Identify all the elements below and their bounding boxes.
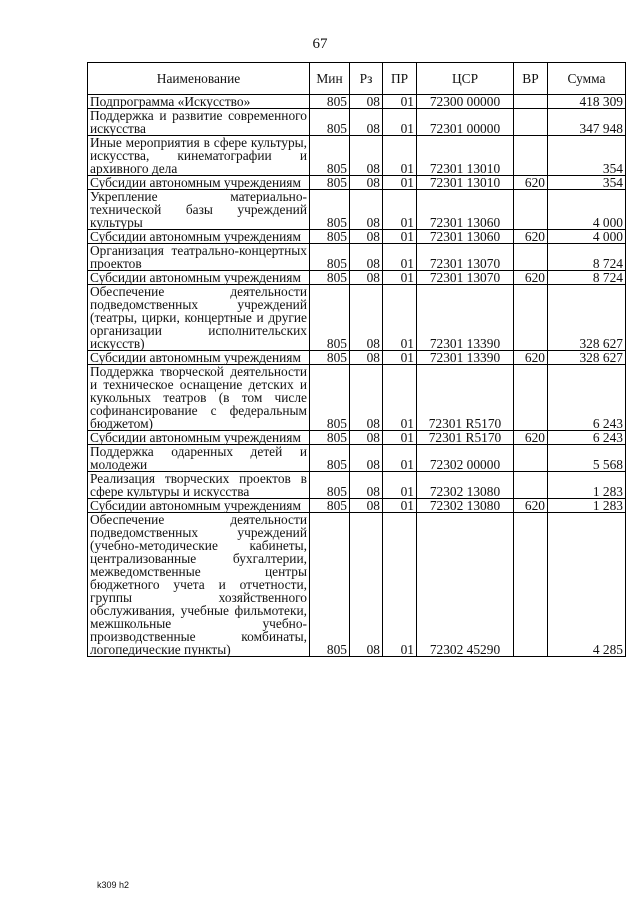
cell-rz: 08 [350, 499, 383, 513]
cell-name: Субсидии автономным учреждениям [88, 351, 310, 365]
cell-name: Обеспечение деятельности подведомственных учреждений (учебно-методические кабинеты, централизованные бухгалтерии, межведомственные центры бюджетного учета и отчетности, группы хозяйственного обслуживания, учебные фильмотеки, межшкольные учебно-производственные комбинаты, логопедические пункты) [88, 513, 310, 657]
table-row [88, 365, 626, 431]
cell-csr: 72302 45290 [417, 513, 514, 657]
cell-name: Субсидии автономным учреждениям [88, 230, 310, 244]
cell-sum: 354 [548, 176, 626, 190]
cell-min: 805 [310, 176, 350, 190]
table-row [88, 109, 626, 136]
cell-min: 805 [310, 136, 350, 176]
cell-name: Субсидии автономным учреждениям [88, 176, 310, 190]
cell-pr: 01 [383, 271, 417, 285]
cell-pr: 01 [383, 365, 417, 431]
cell-rz: 08 [350, 365, 383, 431]
cell-csr: 72301 13390 [417, 285, 514, 351]
cell-name: Субсидии автономным учреждениям [88, 431, 310, 445]
cell-min: 805 [310, 431, 350, 445]
cell-name: Подпрограмма «Искусство» [88, 95, 310, 109]
cell-name: Иные мероприятия в сфере культуры, искусства, кинематографии и архивного дела [88, 136, 310, 176]
cell-rz: 08 [350, 513, 383, 657]
cell-vr: 620 [514, 230, 548, 244]
header-min: Мин [310, 63, 350, 95]
cell-min: 805 [310, 95, 350, 109]
cell-pr: 01 [383, 351, 417, 365]
cell-sum: 6 243 [548, 365, 626, 431]
cell-min: 805 [310, 472, 350, 499]
table-header-row [88, 63, 626, 95]
cell-rz: 08 [350, 285, 383, 351]
table-row [88, 513, 626, 657]
cell-pr: 01 [383, 136, 417, 176]
cell-pr: 01 [383, 95, 417, 109]
table-row [88, 431, 626, 445]
cell-min: 805 [310, 351, 350, 365]
cell-sum: 4 000 [548, 230, 626, 244]
cell-rz: 08 [350, 190, 383, 230]
table-row [88, 136, 626, 176]
cell-min: 805 [310, 365, 350, 431]
cell-rz: 08 [350, 109, 383, 136]
cell-name: Реализация творческих проектов в сфере культуры и искусства [88, 472, 310, 499]
cell-pr: 01 [383, 431, 417, 445]
table-row [88, 351, 626, 365]
cell-csr: 72301 13010 [417, 176, 514, 190]
cell-sum: 347 948 [548, 109, 626, 136]
cell-vr [514, 190, 548, 230]
cell-name: Субсидии автономным учреждениям [88, 271, 310, 285]
cell-rz: 08 [350, 244, 383, 271]
header-name: Наименование [88, 63, 310, 95]
table-row [88, 190, 626, 230]
cell-vr [514, 244, 548, 271]
cell-min: 805 [310, 445, 350, 472]
table-row [88, 176, 626, 190]
cell-vr [514, 513, 548, 657]
cell-csr: 72301 13070 [417, 271, 514, 285]
budget-table [87, 62, 626, 657]
cell-csr: 72300 00000 [417, 95, 514, 109]
table-row [88, 271, 626, 285]
cell-pr: 01 [383, 176, 417, 190]
cell-sum: 5 568 [548, 445, 626, 472]
cell-vr [514, 472, 548, 499]
table-row [88, 472, 626, 499]
cell-min: 805 [310, 513, 350, 657]
cell-csr: 72301 13070 [417, 244, 514, 271]
cell-sum: 418 309 [548, 95, 626, 109]
cell-name: Поддержка творческой деятельности и техническое оснащение детских и кукольных театров (в том числе софинансирование с федеральным бюджетом) [88, 365, 310, 431]
cell-rz: 08 [350, 431, 383, 445]
table-row [88, 244, 626, 271]
cell-vr [514, 95, 548, 109]
cell-rz: 08 [350, 271, 383, 285]
cell-csr: 72302 00000 [417, 445, 514, 472]
header-pr: ПР [383, 63, 417, 95]
cell-rz: 08 [350, 230, 383, 244]
cell-vr: 620 [514, 499, 548, 513]
cell-pr: 01 [383, 230, 417, 244]
table-row [88, 499, 626, 513]
cell-pr: 01 [383, 109, 417, 136]
cell-pr: 01 [383, 499, 417, 513]
footer-code: k309 h2 [97, 880, 130, 890]
cell-min: 805 [310, 244, 350, 271]
cell-pr: 01 [383, 285, 417, 351]
cell-vr: 620 [514, 351, 548, 365]
cell-vr [514, 445, 548, 472]
cell-pr: 01 [383, 513, 417, 657]
cell-sum: 8 724 [548, 271, 626, 285]
cell-csr: 72302 13080 [417, 499, 514, 513]
cell-csr: 72301 R5170 [417, 431, 514, 445]
cell-sum: 328 627 [548, 351, 626, 365]
cell-csr: 72302 13080 [417, 472, 514, 499]
cell-name: Укрепление материально-технической базы учреждений культуры [88, 190, 310, 230]
cell-rz: 08 [350, 95, 383, 109]
cell-min: 805 [310, 230, 350, 244]
cell-rz: 08 [350, 445, 383, 472]
table-row [88, 445, 626, 472]
cell-pr: 01 [383, 445, 417, 472]
cell-sum: 8 724 [548, 244, 626, 271]
cell-rz: 08 [350, 472, 383, 499]
cell-vr [514, 109, 548, 136]
cell-csr: 72301 R5170 [417, 365, 514, 431]
cell-sum: 354 [548, 136, 626, 176]
cell-min: 805 [310, 271, 350, 285]
header-sum: Сумма [548, 63, 626, 95]
header-rz: Рз [350, 63, 383, 95]
cell-sum: 1 283 [548, 472, 626, 499]
cell-pr: 01 [383, 244, 417, 271]
cell-name: Субсидии автономным учреждениям [88, 499, 310, 513]
cell-min: 805 [310, 109, 350, 136]
cell-vr [514, 285, 548, 351]
cell-pr: 01 [383, 472, 417, 499]
cell-name: Поддержка одаренных детей и молодежи [88, 445, 310, 472]
cell-csr: 72301 00000 [417, 109, 514, 136]
table-row [88, 285, 626, 351]
cell-vr [514, 136, 548, 176]
cell-sum: 4 000 [548, 190, 626, 230]
cell-name: Организация театрально-концертных проектов [88, 244, 310, 271]
page-number: 67 [312, 36, 328, 52]
cell-vr: 620 [514, 431, 548, 445]
cell-csr: 72301 13010 [417, 136, 514, 176]
cell-min: 805 [310, 499, 350, 513]
table-row [88, 230, 626, 244]
cell-name: Обеспечение деятельности подведомственных учреждений (театры, цирки, концертные и другие организации исполнительских искусств) [88, 285, 310, 351]
cell-sum: 4 285 [548, 513, 626, 657]
cell-min: 805 [310, 285, 350, 351]
cell-min: 805 [310, 190, 350, 230]
header-vr: ВР [514, 63, 548, 95]
cell-csr: 72301 13060 [417, 190, 514, 230]
cell-vr: 620 [514, 176, 548, 190]
cell-name: Поддержка и развитие современного искусства [88, 109, 310, 136]
header-csr: ЦСР [417, 63, 514, 95]
cell-csr: 72301 13390 [417, 351, 514, 365]
cell-rz: 08 [350, 351, 383, 365]
table-row [88, 95, 626, 109]
cell-sum: 1 283 [548, 499, 626, 513]
cell-vr [514, 365, 548, 431]
cell-rz: 08 [350, 176, 383, 190]
cell-sum: 328 627 [548, 285, 626, 351]
cell-pr: 01 [383, 190, 417, 230]
cell-sum: 6 243 [548, 431, 626, 445]
cell-rz: 08 [350, 136, 383, 176]
cell-csr: 72301 13060 [417, 230, 514, 244]
cell-vr: 620 [514, 271, 548, 285]
